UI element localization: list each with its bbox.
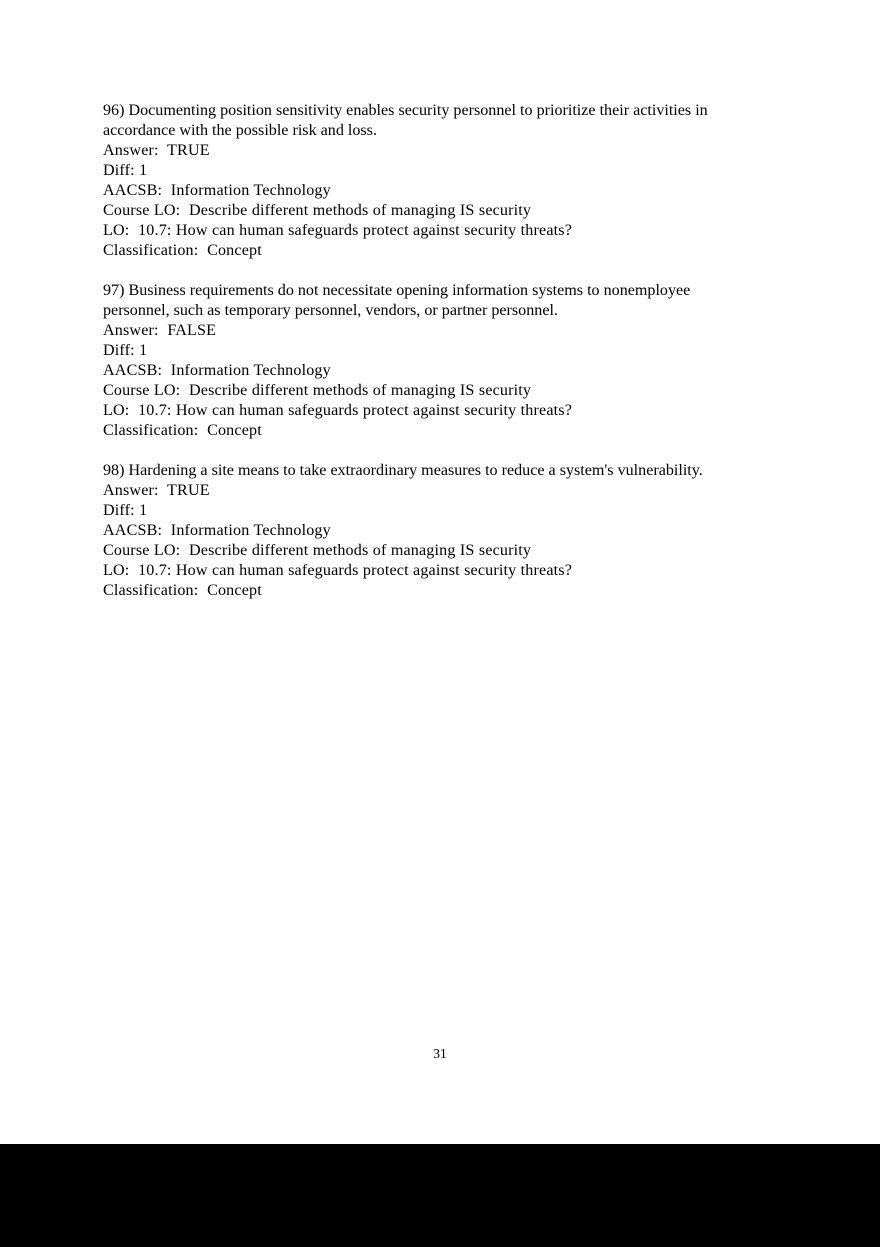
- question-block: [103, 461, 758, 601]
- question-aacsb: AACSB: Information Technology: [103, 362, 331, 379]
- footer-black-bar: [0, 1144, 880, 1247]
- question-lo: LO: 10.7: How can human safeguards protect against security threats?: [103, 402, 573, 419]
- question-answer: Answer: TRUE: [103, 482, 210, 499]
- page-number: 31: [433, 1046, 447, 1061]
- question-stem: 98) Hardening a site means to take extraordinary measures to reduce a system's vulnerability.: [103, 462, 703, 479]
- question-difficulty: Diff: 1: [103, 162, 148, 179]
- question-course-lo: Course LO: Describe different methods of managing IS security: [103, 382, 532, 399]
- question-block: [103, 101, 758, 261]
- question-classification: Classification: Concept: [103, 582, 262, 599]
- question-aacsb: AACSB: Information Technology: [103, 182, 331, 199]
- question-lo: LO: 10.7: How can human safeguards protect against security threats?: [103, 222, 573, 239]
- question-lo: LO: 10.7: How can human safeguards protect against security threats?: [103, 562, 573, 579]
- question-stem: 96) Documenting position sensitivity enables security personnel to prioritize their activities in accordance with the possible risk and loss.: [103, 102, 708, 139]
- question-answer: Answer: FALSE: [103, 322, 217, 339]
- question-aacsb: AACSB: Information Technology: [103, 522, 331, 539]
- question-classification: Classification: Concept: [103, 422, 262, 439]
- question-course-lo: Course LO: Describe different methods of managing IS security: [103, 542, 532, 559]
- question-classification: Classification: Concept: [103, 242, 262, 259]
- question-difficulty: Diff: 1: [103, 342, 148, 359]
- question-block: [103, 281, 758, 441]
- question-course-lo: Course LO: Describe different methods of managing IS security: [103, 202, 532, 219]
- question-stem: 97) Business requirements do not necessitate opening information systems to nonemployee personnel, such as temporary personnel, vendors, or partner personnel.: [103, 282, 691, 319]
- question-answer: Answer: TRUE: [103, 142, 210, 159]
- question-difficulty: Diff: 1: [103, 502, 148, 519]
- page-body: [103, 101, 758, 601]
